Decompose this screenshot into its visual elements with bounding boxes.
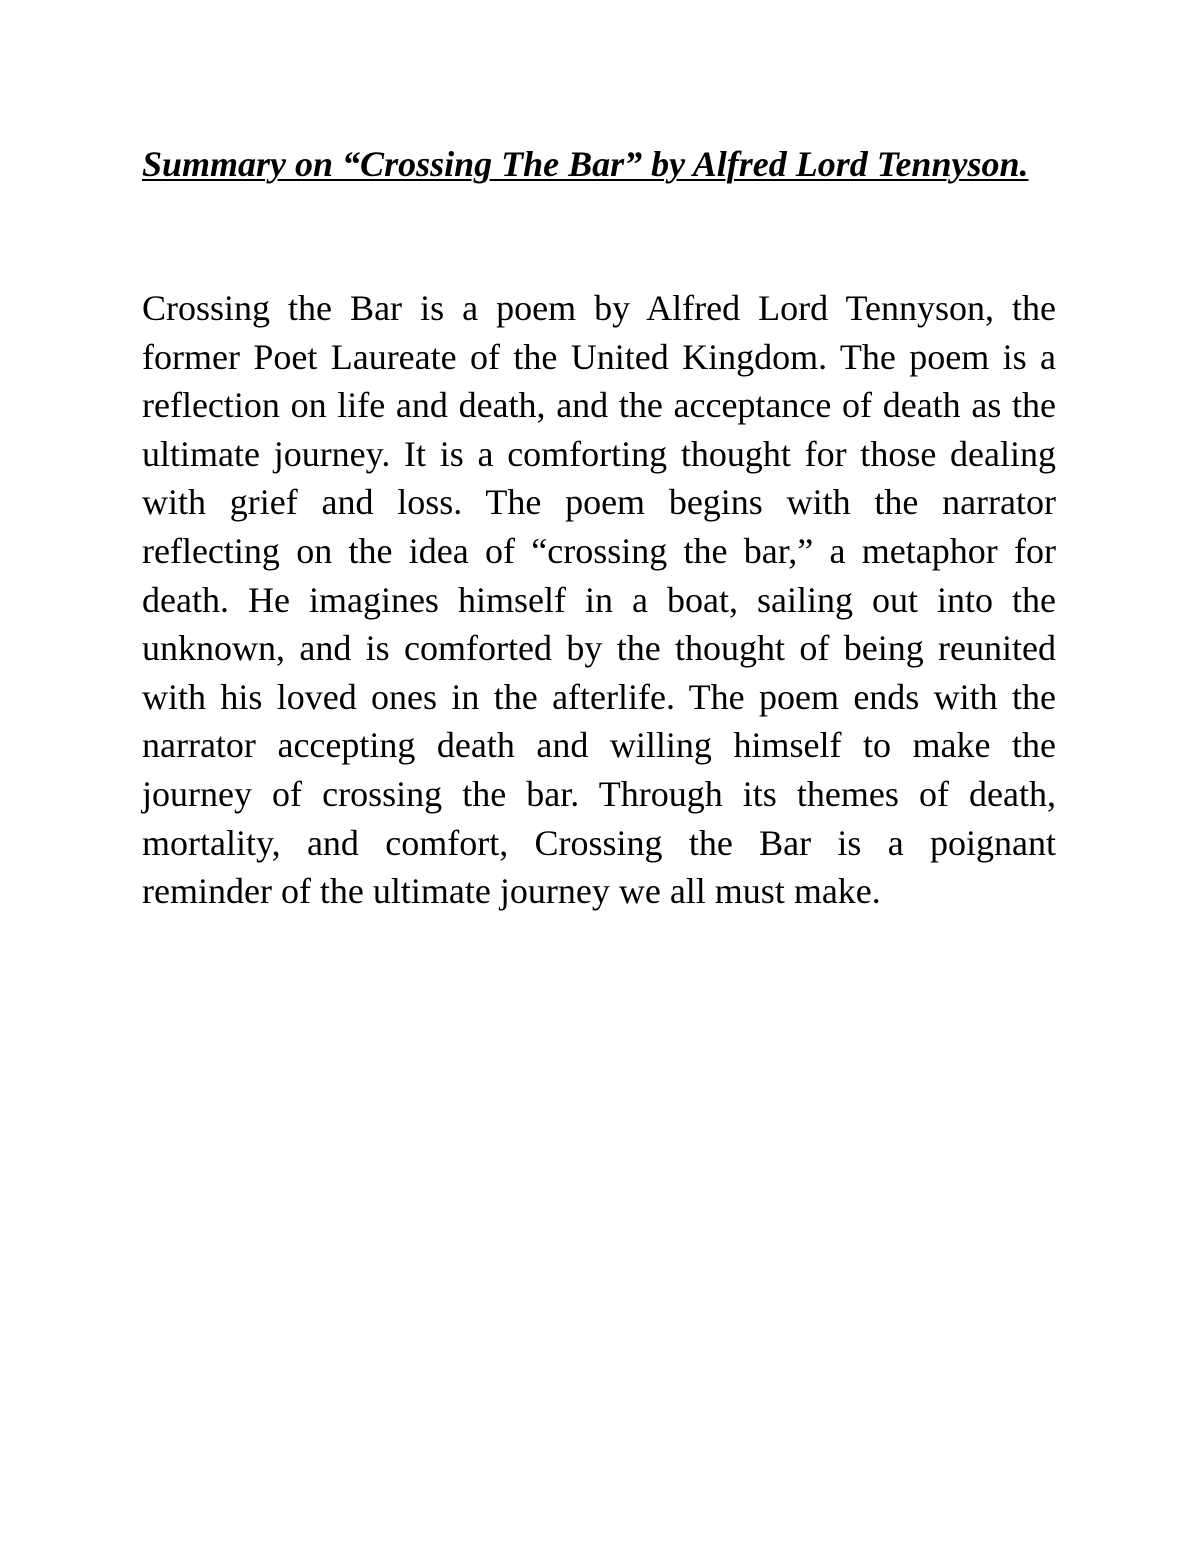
document-body-paragraph: Crossing the Bar is a poem by Alfred Lord Tennyson, the former Poet Laureate of the United Kingdom. The poem is a reflection on life and death, and the acceptance of death as the ultimate journey. It is a comforting thought for those dealing with grief and loss. The poem begins with the narrator reflecting on the idea of “crossing the bar,” a metaphor for death. He imagines himself in a boat, sailing out into the unknown, and is comforted by the thought of being reunited with his loved ones in the afterlife. The poem ends with the narrator accepting death and willing himself to make the journey of crossing the bar. Through its themes of death, mortality, and comfort, Crossing the Bar is a poignant reminder of the ultimate journey we all must make. [142, 288, 1056, 912]
document-title: Summary on “Crossing The Bar” by Alfred Lord Tennyson. [142, 144, 1029, 184]
document-content [142, 140, 1056, 916]
